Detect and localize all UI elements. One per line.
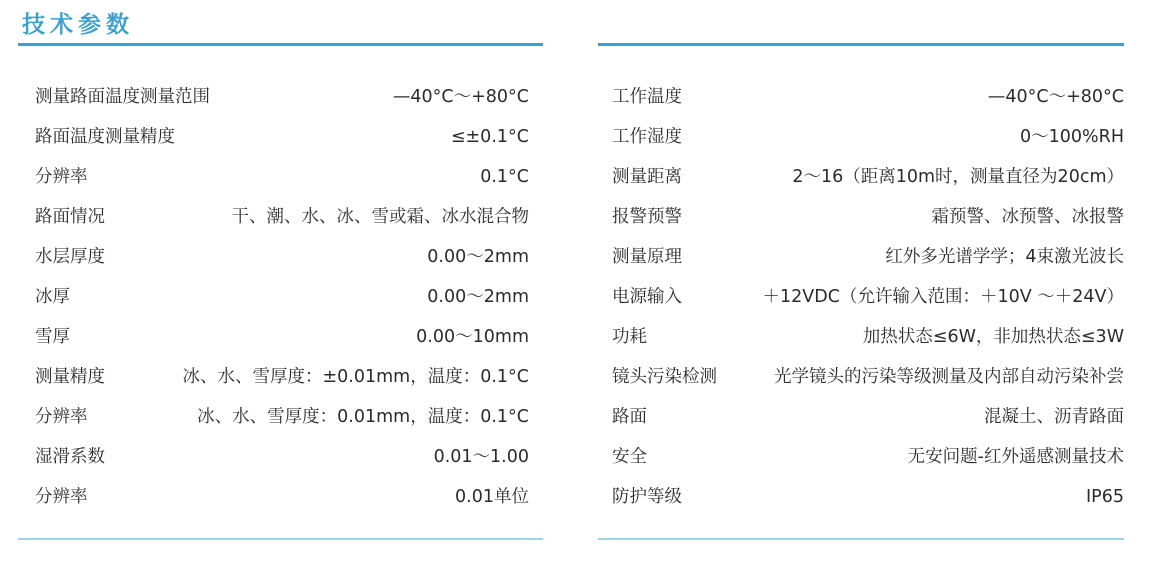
table-row [612,157,1124,197]
spec-label: 工作湿度 [612,127,682,147]
spec-value: 混凝土、沥青路面 [984,407,1124,427]
spec-value: 光学镜头的污染等级测量及内部自动污染补尝 [774,367,1124,387]
spec-value: ≤±0.1°C [450,127,529,147]
right-top-divider [598,43,1124,46]
right-spec-table [612,77,1124,517]
table-row [612,77,1124,117]
spec-label: 测量精度 [35,367,105,387]
spec-label: 路面温度测量精度 [35,127,175,147]
table-row [612,237,1124,277]
spec-label: 测量距离 [612,167,682,187]
table-row [35,117,529,157]
section-title: 技术参数 [22,12,134,38]
spec-label: 安全 [612,447,647,467]
spec-value: 0.00～2mm [427,287,529,307]
table-row [612,477,1124,517]
table-row [35,357,529,397]
spec-value: 0.1°C [480,167,529,187]
spec-label: 测量路面温度测量范围 [35,87,210,107]
table-row [35,197,529,237]
spec-value: 红外多光谱学学；4束激光波长 [885,247,1124,267]
left-spec-table [35,77,529,517]
table-row [612,317,1124,357]
spec-value: 冰、水、雪厚度：±0.01mm，温度：0.1°C [182,367,529,387]
spec-value: —40°C～+80°C [987,87,1124,107]
spec-value: ＋12VDC（允许输入范围：＋10V ～＋24V） [762,287,1124,307]
spec-label: 冰厚 [35,287,70,307]
table-row [35,397,529,437]
spec-value: 2～16（距离10m时，测量直径为20cm） [792,167,1124,187]
spec-label: 水层厚度 [35,247,105,267]
spec-label: 工作温度 [612,87,682,107]
spec-label: 电源输入 [612,287,682,307]
table-row [612,277,1124,317]
table-row [35,77,529,117]
spec-label: 路面情况 [35,207,105,227]
spec-label: 报警预警 [612,207,682,227]
spec-value: 0.01～1.00 [433,447,529,467]
spec-label: 分辨率 [35,487,88,507]
table-row [612,397,1124,437]
table-row [612,117,1124,157]
right-bottom-divider [598,538,1124,540]
spec-label: 雪厚 [35,327,70,347]
spec-label: 湿滑系数 [35,447,105,467]
spec-value: 加热状态≤6W，非加热状态≤3W [862,327,1124,347]
spec-value: 0.00～10mm [416,327,529,347]
spec-label: 测量原理 [612,247,682,267]
spec-label: 镜头污染检测 [612,367,717,387]
spec-label: 防护等级 [612,487,682,507]
table-row [35,277,529,317]
spec-value: 0.01单位 [455,487,529,507]
spec-value: 无安问题-红外遥感测量技术 [907,447,1124,467]
spec-label: 功耗 [612,327,647,347]
spec-value: 0～100%RH [1020,127,1124,147]
spec-label: 路面 [612,407,647,427]
spec-value: 干、潮、水、冰、雪或霜、冰水混合物 [231,207,529,227]
spec-value: IP65 [1086,487,1124,507]
table-row [612,437,1124,477]
spec-value: —40°C～+80°C [392,87,529,107]
table-row [612,357,1124,397]
spec-value: 霜预警、冰预警、冰报警 [931,207,1124,227]
table-row [35,437,529,477]
left-top-divider [18,43,543,46]
spec-value: 0.00～2mm [427,247,529,267]
table-row [612,197,1124,237]
table-row [35,477,529,517]
table-row [35,157,529,197]
table-row [35,317,529,357]
left-bottom-divider [18,538,543,540]
spec-label: 分辨率 [35,407,88,427]
spec-label: 分辨率 [35,167,88,187]
spec-value: 冰、水、雪厚度：0.01mm，温度：0.1°C [197,407,529,427]
table-row [35,237,529,277]
